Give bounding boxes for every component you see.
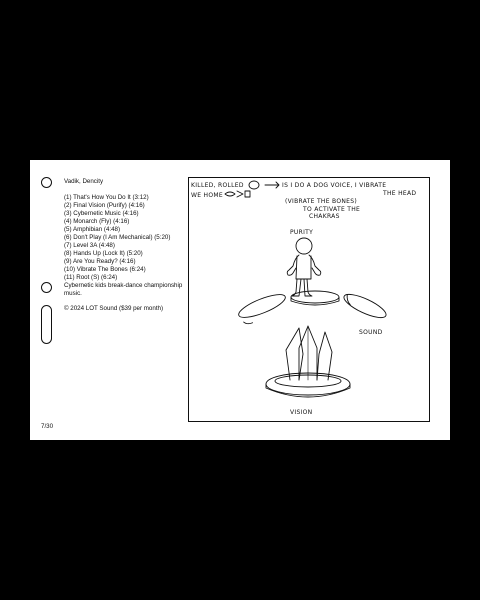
track-item: (2) Final Vision (Purify) (4:16) (64, 202, 145, 209)
track-item: (1) That's How You Do It (3:12) (64, 194, 149, 201)
note-circle-mark (249, 181, 259, 189)
label-sound: SOUND (359, 329, 383, 336)
binder-hole-slot (41, 305, 52, 344)
disc-left (236, 290, 288, 326)
box-mark-icon (245, 191, 250, 197)
track-item: (8) Hands Up (Lock It) (5:20) (64, 250, 143, 257)
track-item: (4) Monarch (Fly) (4:16) (64, 218, 130, 225)
copyright-line: © 2024 LOT Sound ($39 per month) (64, 305, 164, 312)
binder-hole-round-middle (41, 282, 52, 293)
track-item: (11) Root (S) (6:24) (64, 274, 118, 281)
stick-figure-icon (287, 238, 321, 296)
note-the-head: THE HEAD (383, 190, 417, 197)
track-item: (7) Level 3A (4:48) (64, 242, 115, 249)
binder-hole-round-top (41, 177, 52, 188)
note-chakras: CHAKRAS (309, 213, 340, 220)
note-killed-rolled: KILLED, ROLLED (191, 182, 244, 189)
note-dog-voice: IS I DO A DOG VOICE, I VIBRATE (282, 182, 387, 189)
note-activate: TO ACTIVATE THE (303, 206, 361, 213)
sketch-drawing (189, 178, 429, 421)
label-vision: VISION (290, 409, 313, 416)
sketch-figure (188, 177, 430, 422)
disc-center (291, 291, 339, 305)
track-item: (9) Are You Ready? (4:16) (64, 258, 136, 265)
catalog-page (30, 160, 450, 440)
track-item: (5) Amphibian (4:48) (64, 226, 121, 233)
crystal-cluster-icon (286, 326, 332, 380)
note-we-home: WE HOME (191, 192, 223, 199)
label-purity: PURITY (290, 229, 314, 236)
track-item: (6) Don't Play (I Am Mechanical) (5:20) (64, 234, 171, 241)
arrow-right-icon (265, 182, 279, 188)
track-item: (3) Cybernetic Music (4:16) (64, 210, 139, 217)
note-vibrate-bones: (VIBRATE THE BONES) (285, 198, 357, 205)
album-description: Cybernetic kids break-dance championship music. (64, 282, 183, 297)
track-list (64, 194, 188, 282)
track-item: (10) Vibrate The Bones (6:24) (64, 266, 146, 273)
artist-name: Vadik, Dencity (64, 178, 104, 185)
page-number: 7/30 (41, 423, 54, 430)
squiggle-mark-icon (225, 191, 243, 197)
disc-right (341, 290, 389, 322)
